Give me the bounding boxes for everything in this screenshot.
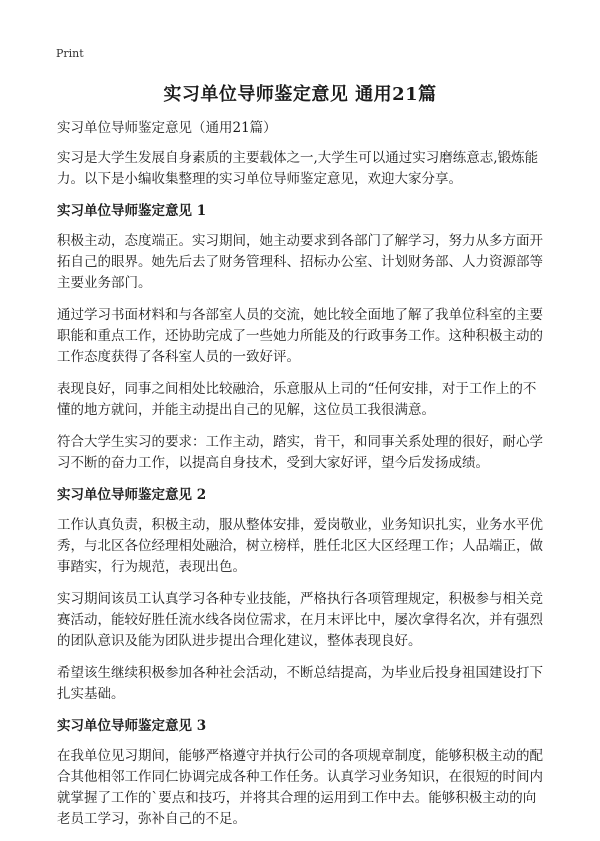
paragraph: 希望该生继续积极参加各种社会活动，不断总结提高，为毕业后投身祖国建设打下扎实基础。 — [57, 665, 543, 702]
section-1 — [57, 201, 547, 474]
paragraph: 在我单位见习期间，能够严格遵守并执行公司的各项规章制度，能够积极主动的配合其他相邻工作同仁协调完成各种工作任务。认真学习业务知识，在很短的时间内就掌握了工作的`要点和技巧，并将其合理的运用到工作中去。能够积极主动的向老员工学习，弥补自己的不足。 — [57, 748, 543, 827]
paragraph: 工作认真负责，积极主动，服从整体安排，爱岗敬业，业务知识扎实，业务水平优秀，与北区各位经理相处融洽，树立榜样，胜任北区大区经理工作；人品端正，做事踏实，行为规范，表现出色。 — [57, 517, 543, 575]
document-body — [57, 118, 547, 841]
document-subtitle: 实习单位导师鉴定意见（通用21篇） — [57, 120, 277, 136]
section-heading: 实习单位导师鉴定意见 2 — [57, 487, 207, 503]
section-2 — [57, 485, 547, 705]
paragraph: 符合大学生实习的要求：工作主动，踏实，肯干，和同事关系处理的很好，耐心学习不断的奋力工作，以提高自身技术，受到大家好评，望今后发扬成绩。 — [57, 434, 543, 471]
section-heading: 实习单位导师鉴定意见 1 — [57, 203, 207, 219]
paragraph: 通过学习书面材料和与各部室人员的交流，她比较全面地了解了我单位科室的主要职能和重点工作，还协助完成了一些她力所能及的行政事务工作。这种积极主动的工作态度获得了各科室人员的一致好评。 — [57, 307, 543, 365]
print-label[interactable]: Print — [56, 47, 84, 60]
paragraph: 实习期间该员工认真学习各种专业技能，严格执行各项管理规定，积极参与相关竞赛活动，能较好胜任流水线各岗位需求，在月末评比中，屡次拿得名次，并有强烈的团队意识及能为团队进步提出合理化建议，整体表现良好。 — [57, 591, 543, 649]
section-3 — [57, 716, 547, 830]
paragraph: 积极主动，态度端正。实习期间，她主动要求到各部门了解学习，努力从多方面开拓自己的眼界。她先后去了财务管理科、招标办公室、计划财务部、人力资源部等主要业务部门。 — [57, 233, 543, 291]
section-heading: 实习单位导师鉴定意见 3 — [57, 718, 207, 734]
paragraph: 表现良好，同事之间相处比较融洽，乐意服从上司的“任何安排，对于工作上的不懂的地方就问，并能主动提出自己的见解，这位员工我很满意。 — [57, 381, 537, 418]
document-title: 实习单位导师鉴定意见 通用21篇 — [163, 84, 437, 105]
intro-paragraph: 实习是大学生发展自身素质的主要载体之一,大学生可以通过实习磨练意志,锻炼能力。以下是小编收集整理的实习单位导师鉴定意见，欢迎大家分享。 — [57, 150, 539, 187]
